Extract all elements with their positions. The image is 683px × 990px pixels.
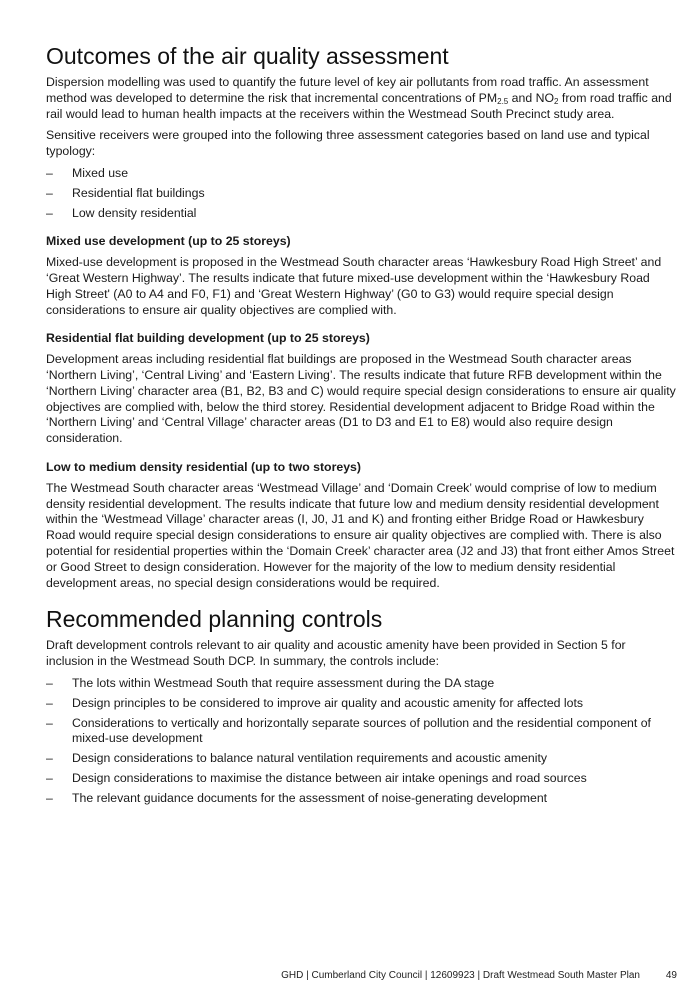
page-number: 49	[665, 970, 677, 981]
section-heading-air-quality: Outcomes of the air quality assessment	[46, 43, 449, 69]
list-item: – The lots within Westmead South that require assessment during the DA stage	[46, 675, 495, 690]
document-page	[46, 42, 676, 810]
subheading-low-density: Low to medium density residential (up to two storeys)	[46, 459, 361, 474]
sensitive-receivers-paragraph: Sensitive receivers were grouped into the following three assessment categories based on land use and typical typology:	[46, 128, 650, 159]
list-item: – The relevant guidance documents for the assessment of noise-generating development	[46, 790, 548, 805]
list-item: – Low density residential	[46, 205, 197, 220]
subheading-mixed-use: Mixed use development (up to 25 storeys)	[46, 234, 291, 249]
controls-list	[46, 676, 676, 807]
footer-text: GHD | Cumberland City Council | 12609923 | Draft Westmead South Master Plan	[281, 970, 640, 981]
list-item: – Mixed use	[46, 165, 129, 180]
list-item: – Design principles to be considered to improve air quality and acoustic amenity for affected lots	[46, 695, 584, 710]
section-heading-planning-controls: Recommended planning controls	[46, 606, 383, 633]
subheading-residential-flat: Residential flat building development (up to 25 storeys)	[46, 331, 370, 346]
list-item: – Design considerations to maximise the distance between air intake openings and road sources	[46, 770, 587, 785]
list-item: – Residential flat buildings	[46, 185, 205, 200]
low-density-paragraph: The Westmead South character areas ‘Westmead Village’ and ‘Domain Creek’ would comprise of low to medium density residential development. The results indicate that future low and medium density residential development within the ‘Westmead Village’ character areas (I, J0, J1 and K) and fronting either Bridge Road or Hawkesbury Road would require special design considerations to ensure air quality objectives are complied with. There is also potential for residential properties within the ‘Domain Creek’ character area (J2 and J3) that front either Amos Street or Good Street to design consideration. However for the majority of the low to medium density residential development areas, no special design considerations would be required.	[46, 480, 675, 590]
category-list	[46, 166, 676, 221]
residential-flat-paragraph: Development areas including residential flat buildings are proposed in the Westmead South character areas ‘Northern Living’, ‘Central Living’ and ‘Eastern Living’. The results indicate that future RFB development within the ‘Northern Living’ character area (B1, B2, B3 and C) would require special design considerations to ensure air quality objectives are complied with, below the third storey. Residential development adjacent to Bridge Road within the ‘Northern Living’ and ‘Central Village’ character areas (D1 to D3 and E1 to E8) would also require design consideration.	[46, 352, 676, 446]
planning-intro-paragraph: Draft development controls relevant to air quality and acoustic amenity have been provided in Section 5 for inclusion in the Westmead South DCP. In summary, the controls include:	[46, 638, 626, 669]
mixed-use-paragraph: Mixed-use development is proposed in the Westmead South character areas ‘Hawkesbury Road High Street’ and ‘Great Western Highway’. The results indicate that future mixed-use development within the ‘Hawkesbury Road High Street' (A0 to A4 and F0, F1) and ‘Great Western Highway’ (G0 to G3) would require special design considerations to ensure air quality objectives are complied with.	[46, 255, 662, 317]
list-item: – Design considerations to balance natural ventilation requirements and acoustic amenity	[46, 751, 548, 766]
intro-paragraph: Dispersion modelling was used to quantify the future level of key air pollutants from road traffic. An assessment method was developed to determine the risk that incremental concentrations of $PM_{2.5}$ and $NO_2$ from road traffic and rail would lead to human health impacts at the receivers within the Westmead South Precinct study area.	[46, 75, 672, 121]
list-item: – Considerations to vertically and horizontally separate sources of pollution and the residential component of mixed-use development	[46, 715, 651, 746]
